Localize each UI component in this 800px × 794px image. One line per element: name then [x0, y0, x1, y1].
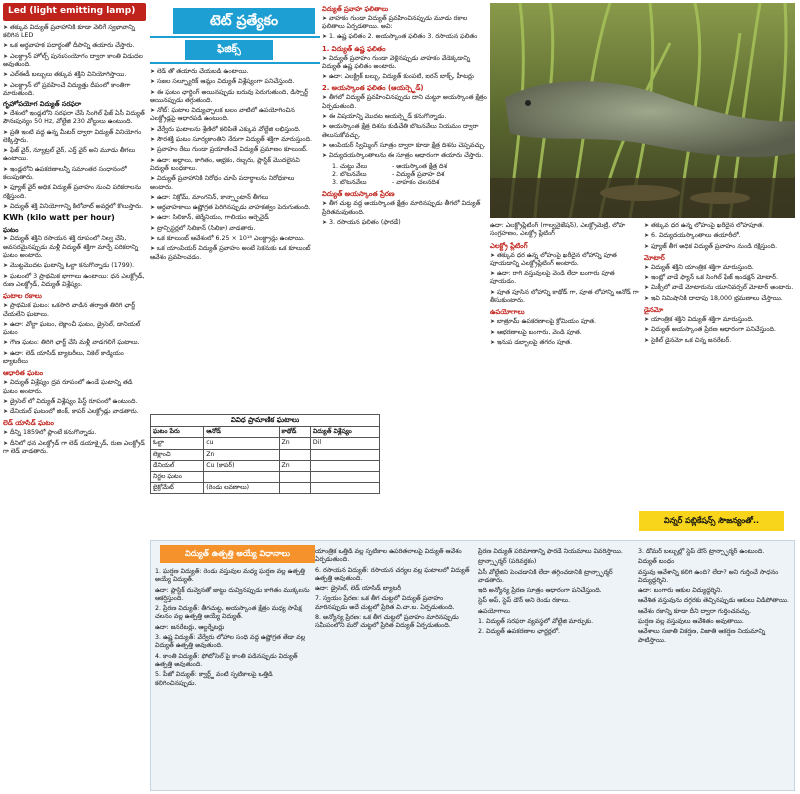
bottom-col-3-items	[478, 548, 633, 637]
wet-cell-heading: ఆధారిత ఘటం	[3, 369, 44, 378]
fish-photo	[490, 3, 795, 218]
uses-heading: ఉపయోగాలు	[490, 308, 525, 317]
list-item: ➤ వేర్వేరు ఘటాలను శ్రేణిలో కలిపితే ఎక్కువ వోల్టేజి లభిస్తుంది.	[150, 126, 318, 134]
list-item: ఆవేశాలు సజాతి వికర్షణ, విజాతి ఆకర్షణ నియమాన్ని పాటిస్తాయి.	[638, 628, 766, 644]
standard-cells-table	[150, 414, 380, 494]
list-item: ➤ తక్కువ ధర ఉన్న లోహంపై ఖరీదైన లోహాన్ని పూత పూయడాన్ని ఎలక్ట్రోప్లేటింగ్ అంటారు.	[490, 252, 640, 269]
table-cell	[310, 449, 379, 460]
table-cell	[279, 471, 310, 482]
electric-eel-image	[490, 3, 795, 218]
dynamo-bullets	[644, 316, 796, 345]
comparison-row	[332, 179, 487, 187]
bottom-col-1	[155, 568, 310, 788]
list-item: ఉదా: బంగారు ఆకుల విద్యుద్దర్శిని.	[638, 587, 723, 595]
list-item: ➤ మిక్సీలో వాడే మోటారును యూనివర్సల్ మోటార్ అంటారు.	[644, 284, 796, 292]
comparison-right: - వాహకం చలనదిశ	[392, 179, 440, 187]
induction-bullets	[322, 200, 487, 227]
list-item: ప్రేరణ విద్యుత్ పరిమాణాన్ని ఫారడే నియమాలు వివరిస్తాయి.	[478, 548, 623, 555]
table-cell	[310, 471, 379, 482]
table-header-cell: ఘటం పేరు	[151, 427, 204, 438]
list-item: ➤ ఇండ్లలోని ఉపకరణాలన్నీ సమాంతర సంధానంలో కలుపుతారు.	[3, 166, 146, 183]
list-item: ➤ ఉదా: రాగి వస్తువులపై వెండి లేదా బంగారు పూత పూయడం.	[490, 270, 640, 287]
list-item: యాంత్రిక ఒత్తిడి వల్ల స్ఫటికాల ఉపరితలాలపై విద్యుత్ ఆవేశం ఏర్పడుతుంది.	[315, 548, 462, 564]
list-item: 2. ప్రేరణ విద్యుత్: తీగచుట్ట, అయస్కాంత క్షేత్రం మధ్య సాపేక్ష చలనం వల్ల ఉత్పత్తి అయ్యే విద్యుత్.	[155, 605, 302, 621]
list-item: ➤ సౌరశక్తి ఘటం సూర్యకాంతిని నేరుగా విద్యుత్ శక్తిగా మారుస్తుంది.	[150, 136, 318, 144]
table-row	[151, 471, 380, 482]
list-item: ➤ తీగలో విద్యుత్ ప్రవహించినప్పుడు దాని చుట్టూ అయస్కాంత క్షేత్రం ఏర్పడుతుంది.	[322, 94, 487, 111]
list-item: ➤ ఉదా: అద్దాలు, కాగితం, అభ్రకం, రబ్బరు, ప్లాస్టిక్ మొదలైనవి విద్యుత్ బంధకాలు.	[150, 157, 318, 174]
list-item: ➤ ఇవి నిమిషానికి దాదాపు 18,000 భ్రమణాలు చేస్తాయి.	[644, 295, 796, 303]
led-header: Led (light emitting lamp)	[3, 3, 146, 21]
list-item: ➤ 1. ఉష్ణ ఫలితం 2. అయస్కాంత ఫలితం 3. రసాయన ఫలితం	[322, 33, 487, 41]
list-item: 7. స్వయం ప్రేరణ: ఒక తీగ చుట్టలో విద్యుత్ ప్రవాహం మారినప్పుడు అదే చుట్టలో ప్రేరిత వి.చా.బ. ఏర్పడుతుంది.	[315, 595, 455, 611]
lead-acid-bullets	[3, 429, 146, 456]
table-cell: (రెండు లవణాలు)	[204, 483, 279, 494]
list-item: ➤ 6. విద్యుదయస్కాంతాలు తయారీలో.	[644, 232, 796, 240]
cell-types-bullets	[3, 302, 146, 366]
list-item: ఇది అన్యోన్య ప్రేరణ సూత్రం ఆధారంగా పనిచేస్తుంది.	[478, 587, 602, 595]
right-bullets	[644, 222, 796, 251]
list-item: ➤ దీనిలో ధన ఎలక్ట్రోడ్ గా లెడ్ డయాక్సైడ్, రుణ ఎలక్ట్రోడ్ గా లెడ్ వాడతారు.	[3, 440, 146, 457]
dynamo-heading: డైనమో	[644, 306, 664, 315]
bottom-col-2-items	[315, 548, 473, 631]
list-item: ➤ ఫ్యూజ్ తీగ అధిక విద్యుత్ ప్రవాహం నుండి రక్షిస్తుంది.	[644, 243, 796, 251]
list-item: 8. అన్యోన్య ప్రేరణ: ఒక తీగ చుట్టలో ప్రవాహం మారినప్పుడు సమీపంలోని మరో చుట్టలో ప్రేరిత విద్యుత్ ఏర్పడుతుంది.	[315, 614, 459, 630]
page-subtitle: ఫిజిక్స్	[185, 40, 273, 60]
list-item: ➤ దేశంలో ఇండ్లలోని సరఫరా చేసే సింగిల్ ఫేజ్ ఏసీ విద్యుత్ పౌనఃపున్యం 50 Hz, వోల్టేజి 230 వోల్టులు ఉంటుంది.	[3, 110, 146, 127]
heating-effect-heading: 1. విద్యుత్ ఉష్ణ ఫలితం	[322, 44, 386, 53]
uses-bullets	[490, 318, 640, 347]
comparison-left: 1. చుట్టు వేలు	[332, 162, 368, 170]
list-item: ➤ బాత్రూమ్ ఉపకరణాలపై క్రోమియం పూత.	[490, 318, 640, 326]
list-item: ➤ 3. రసాయన ఫలితం (ఫారడే)	[322, 219, 487, 227]
column-2-bullets	[150, 68, 318, 262]
list-item: ➤ దీన్ని 1859లో ప్లాంటే కనుగొన్నాడు.	[3, 429, 146, 437]
list-item: ట్రాన్స్ఫార్మర్ (పరివర్తకం)	[478, 558, 537, 566]
table-body	[151, 438, 380, 494]
table-row	[151, 438, 380, 449]
list-item: ➤ ఇంట్లో వాడే ఫ్యాన్ ఒక సింగిల్ ఫేజ్ ఇండక్షన్ మోటార్.	[644, 274, 796, 282]
table-title: వివిధ ప్రామాణిక ఘటాలు	[150, 414, 380, 426]
list-item: ఘర్షణ వల్ల వస్తువులు ఆవేశితం అవుతాయి.	[638, 618, 744, 626]
list-item: ➤ ఒక యాంపియర్ విద్యుత్ ప్రవాహం అంటే సెకనుకు ఒక కూలుంబ్ ఆవేశం ప్రవహించడం.	[150, 245, 318, 262]
list-item: ➤ ప్రతి ఇంటి వద్ద ఉన్న మీటర్ ద్వారా విద్యుత్ వినియోగం లెక్కిస్తారు.	[3, 129, 146, 146]
list-item: 4. కాంతి విద్యుత్: ఫోటోసెల్ పై కాంతి పడినప్పుడు విద్యుత్ ఉత్పత్తి అవుతుంది.	[155, 652, 298, 668]
list-item: ➤ ఎల్ఈడీ బల్బులు తక్కువ శక్తిని వినియోగిస్తాయి.	[3, 71, 146, 79]
lead-acid-heading: లెడ్ యాసిడ్ ఘటం	[3, 419, 54, 428]
table-cell: డేనియల్	[151, 460, 204, 471]
table-cell: Zn	[279, 438, 310, 449]
current-effects-bullets	[322, 15, 487, 42]
table-cell	[310, 483, 379, 494]
publisher-badge: విన్నర్ పబ్లికేషన్స్ సౌజన్యంతో..	[639, 511, 784, 531]
generation-methods-label: విద్యుత్ ఉత్పత్తి అయ్యే విధానాలు	[160, 545, 315, 563]
list-item: ➤ డేనియల్ ఘటంలో జింక్, కాపర్ ఎలక్ట్రోడ్లు వాడతారు.	[3, 408, 146, 416]
list-item: ➤ ఉదా: సిలికాన్, జెర్మేనియం, గాలియం ఆర్సెనైడ్	[150, 214, 318, 222]
hand-rule-comparison	[332, 163, 487, 188]
list-item: ఏసీ వోల్టేజిని పెంచడానికి లేదా తగ్గించడానికి ట్రాన్స్ఫార్మర్ వాడతారు.	[478, 568, 613, 584]
list-item: ఉదా: జనరేటర్లు, ఆల్టర్నేటర్లు	[155, 623, 225, 631]
list-item: ➤ నోట్: ఘటాల విద్యుచ్ఛాలక బలం వాటిలో ఉపయోగించిన ఎలక్ట్రోడ్లపై ఆధారపడి ఉంటుంది.	[150, 107, 318, 124]
list-item: విద్యుత్ బంధం	[638, 558, 675, 566]
list-item: ➤ గౌణ ఘటం: తిరిగి ఛార్జ్ చేసి మళ్లీ వాడగలిగే ఘటాలు.	[3, 339, 146, 347]
table-cell: లెక్లాంచి	[151, 449, 204, 460]
list-item: 1. విద్యుత్ సరఫరా వ్యవస్థలో వోల్టేజి మార్పుకు.	[478, 618, 594, 626]
table-header-row	[151, 427, 380, 438]
list-item: ➤ యాంత్రిక శక్తిని విద్యుత్ శక్తిగా మారుస్తుంది.	[644, 316, 796, 324]
bottom-col-1-items	[155, 568, 310, 688]
table-cell: ఓల్టా	[151, 438, 204, 449]
induction-heading: విద్యుత్ అయస్కాంత ప్రేరణ	[322, 190, 395, 199]
list-item: ➤ సైకిల్ డైనమో ఒక చిన్న జనరేటర్.	[644, 337, 796, 345]
table-cell	[310, 460, 379, 471]
column-4-left	[490, 222, 640, 507]
list-item: 2. విద్యుత్ ఉపకరణాల ఛార్జర్లలో.	[478, 628, 561, 636]
table-cell: cu	[204, 438, 279, 449]
cell-types-heading: ఘటాల రకాలు	[3, 292, 42, 301]
list-item: ➤ విద్యుదయస్కాంతాలను ఈ సూత్రం ఆధారంగా తయారు చేస్తారు.	[322, 152, 487, 160]
table-row	[151, 449, 380, 460]
list-item: ➤ ఒక అర్ధవాహక పదార్థంతో దీపాన్ని తయారు చేస్తారు.	[3, 42, 146, 50]
list-item: ➤ విద్యుత్ ప్రవాహానికి నిరోధం చూపే పదార్థాలను నిరోధకాలు అంటారు.	[150, 175, 318, 192]
cell-heading: ఘటం	[3, 225, 19, 234]
motor-bullets	[644, 264, 796, 303]
list-item: వస్తువు ఆవేశాన్ని కలిగి ఉంది? లేదా? అని గుర్తించే సాధనం విద్యుద్దర్శిని.	[638, 568, 779, 584]
list-item: ➤ పూత పూసిన లోహాన్ని కాథోడ్ గా, పూత లోహాన్ని ఆనోడ్ గా తీసుకుంటారు.	[490, 289, 640, 306]
list-item: ➤ ఇనుప డబ్బాలపై తగరం పూత.	[490, 339, 640, 347]
bottom-col-3	[478, 548, 633, 788]
list-item: ➤ మొట్టమొదట ఘటాన్ని ఓల్టా కనుగొన్నాడు (1799).	[3, 262, 146, 270]
list-item: ఉదా: డ్రైసెల్, లెడ్ యాసిడ్ బ్యాటరీ	[315, 585, 401, 593]
household-bullets	[3, 110, 146, 211]
list-item: 3. డోమర్ బల్బుల్లో స్టెప్ డౌన్ ట్రాన్స్ఫార్మర్ ఉంటుంది.	[638, 548, 765, 555]
table-cell	[279, 449, 310, 460]
list-item: ➤ డ్రైసెల్ లో విద్యుత్ విశ్లేష్యం పేస్ట్ రూపంలో ఉంటుంది.	[3, 398, 146, 406]
list-item: ➤ ప్రవాహం రేటు గుండా ప్రయాణించే విద్యుత్ ప్రమాణం కూలుంబ్.	[150, 146, 318, 154]
list-item: ➤ లెడ్ తో తయారు చేయబడి ఉంటాయి.	[150, 68, 318, 76]
comparison-left: 2. బొటనవేలు	[332, 170, 367, 178]
list-item: ➤ ఆభరణాలపై బంగారు, వెండి పూత.	[490, 329, 640, 337]
table-cell: బైక్రోమేట్	[151, 483, 204, 494]
list-item: ఆవేశిత వస్తువును దగ్గరకు తెచ్చినప్పుడు ఆకులు విడిపోతాయి.	[638, 597, 789, 605]
column-4-right	[644, 222, 796, 507]
table-cell: Dil	[310, 438, 379, 449]
electroplating-bullets	[490, 252, 640, 306]
list-item: ➤ సజల సల్ఫ్యూరిక్ ఆమ్లం విద్యుత్ విశ్లేష్యంగా పనిచేస్తుంది.	[150, 78, 318, 86]
table-cell: Zn	[204, 449, 279, 460]
cells-table	[150, 426, 380, 494]
list-item: ➤ విద్యుత్ అయస్కాంత ప్రేరణ ఆధారంగా పనిచేస్తుంది.	[644, 326, 796, 334]
list-item: 1. ఘర్షణ విద్యుత్: రెండు వస్తువుల మధ్య ఘర్షణ వల్ల ఉత్పత్తి అయ్యే విద్యుత్.	[155, 568, 305, 584]
list-item: ➤ అయస్కాంత క్షేత్ర దిశను కుడిచేతి బొటనవేలు నియమం ద్వారా తెలుసుకోవచ్చు.	[322, 123, 487, 140]
list-item: ➤ ఫ్యూజ్ వైర్ అధిక విద్యుత్ ప్రవాహం నుంచి పరికరాలను రక్షిస్తుంది.	[3, 184, 146, 201]
list-item: ➤ విద్యుత్ శక్తి వినియోగాన్ని కిలోవాట్ అవర్లలో కొలుస్తారు.	[3, 203, 146, 211]
list-item: 3. ఉష్ణ విద్యుత్: వేర్వేరు లోహాల సంధి వద్ద ఉష్ణోగ్రత తేడా వల్ల విద్యుత్ ఉత్పత్తి అవుతుంది.	[155, 634, 306, 650]
current-effects-heading: విద్యుత్ ప్రవాహ ఫలితాలు	[322, 5, 389, 13]
comparison-left: 3. బొటనవేలు	[332, 179, 367, 187]
list-item: ➤ ఉదా: ఎలక్ట్రిక్ బల్బు, విద్యుత్ కుంపటి, ఐరన్ బాక్స్, హీటర్లు	[322, 73, 487, 81]
table-cell	[279, 483, 310, 494]
list-item: ➤ ఉదా: వోల్టా ఘటం, లెక్లాంచీ ఘటం, డ్రైసెల్, డానియల్ ఘటం	[3, 321, 146, 338]
table-cell: నిర్జల ఘటం	[151, 471, 204, 482]
table-header-cell: విద్యుత్ విశ్లేష్యం	[310, 427, 379, 438]
list-item: 5. పీజో విద్యుత్: క్వార్ట్జ్ వంటి స్ఫటికాలపై ఒత్తిడి కలిగించినప్పుడు.	[155, 671, 273, 687]
column-1	[3, 3, 146, 791]
list-item: ➤ తీగ చుట్ట వద్ద అయస్కాంత క్షేత్రం మారినప్పుడు తీగలో విద్యుత్ ప్రేరితమవుతుంది.	[322, 200, 487, 217]
led-bullets	[3, 24, 146, 98]
motor-heading: మోటార్	[644, 253, 665, 262]
comparison-row	[332, 171, 487, 179]
table-cell	[204, 471, 279, 482]
list-item: ➤ ఉదా: నిక్రోమ్, మాంగనిన్, కాన్స్టాంటాన్ తీగలు	[150, 194, 318, 202]
list-item: ➤ అర్ధవాహకాలు ఉష్ణోగ్రత పెరిగినప్పుడు వాహకత్వం పెరుగుతుంది.	[150, 204, 318, 212]
cell-bullets	[3, 235, 146, 289]
magnetic-effect-bullets	[322, 94, 487, 160]
comparison-right: - విద్యుత్ ప్రవాహ దిశ	[392, 170, 445, 178]
table-cell: Zn	[279, 460, 310, 471]
list-item: ➤ ఆంపియర్ స్విమ్మింగ్ సూత్రం ద్వారా కూడా క్షేత్ర దిశను చెప్పవచ్చు.	[322, 142, 487, 150]
list-item: ఆవేశం రకాన్ని కూడా దీని ద్వారా గుర్తించవచ్చు.	[638, 607, 752, 615]
bottom-col-4	[638, 548, 792, 788]
bottom-col-2	[315, 548, 473, 788]
list-item: ➤ ఒక కూలుంబ్ ఆవేశంలో 6.25 × 10¹⁸ ఎలక్ట్రాన్లు ఉంటాయి.	[150, 235, 318, 243]
electroplating-heading: ఎలక్ట్రో ప్లేటింగ్	[490, 241, 528, 250]
table-header-cell: కాథోడ్	[279, 427, 310, 438]
table-row	[151, 483, 380, 494]
photo-caption: ఉదా: ఎలక్ట్రోప్లేటింగ్ (గాల్వనైజేషన్), ఎలక్ట్రోమెట్రీ, లోహ సంగ్రహణం, ఎలక్ట్రో ప్లేటింగ్	[490, 222, 626, 238]
list-item: ➤ ఎలక్ట్రాన్ హోల్స్ పునఃసంయోగం ద్వారా కాంతి విడుదల అవుతుంది.	[3, 53, 146, 70]
household-supply-heading: గృహోపయోగ విద్యుత్ సరఫరా	[3, 100, 82, 109]
page-title: టెట్ ప్రత్యేకం	[173, 8, 315, 34]
list-item: ఉపయోగాలు	[478, 607, 511, 615]
list-item: ➤ విద్యుత్ శక్తిని యాంత్రిక శక్తిగా మారుస్తుంది.	[644, 264, 796, 272]
list-item: ➤ ఈ ఘటం ఛార్జింగ్ అయినప్పుడు బరువు పెరుగుతుంది, డిస్చార్జ్ అయినప్పుడు తగ్గుతుంది.	[150, 89, 318, 106]
list-item: స్టెప్ అప్, స్టెప్ డౌన్ అని రెండు రకాలు.	[478, 597, 571, 605]
bottom-col-4-items	[638, 548, 792, 645]
column-2	[150, 68, 318, 410]
list-item: ➤ ట్రాన్సిస్టర్లలో సిలికాన్ (సిలికా) వాడతారు.	[150, 225, 318, 233]
table-cell: Cu (కాపర్)	[204, 460, 279, 471]
table-row	[151, 460, 380, 471]
title-rule-bottom	[150, 62, 320, 64]
list-item: ➤ ఎలక్ట్రాన్ లో ప్రవహించే విద్యుత్తు దీపంలో కాంతిగా మారుతుంది.	[3, 82, 146, 99]
list-item: ఉదా: ప్లాస్టిక్ దువ్వెనతో జుట్టు దువ్వినప్పుడు కాగితం ముక్కలను ఆకర్షిస్తుంది.	[155, 586, 310, 602]
title-rule-top	[150, 36, 320, 38]
comparison-right: - అయస్కాంత క్షేత్ర దిశ	[392, 162, 447, 170]
list-item: ➤ ఈ విషయాన్ని మొదట ఆయర్స్టెడ్ కనుగొన్నాడు.	[322, 113, 487, 121]
list-item: ➤ వాహకం గుండా విద్యుత్ ప్రవహించినప్పుడు మూడు రకాల ఫలితాలు ఏర్పడతాయి. అవి:	[322, 15, 487, 32]
list-item: ➤ తక్కువ విద్యుత్ ప్రవాహానికి కూడా వెలిగే స్వభావాన్ని కలిగిన LED	[3, 24, 146, 41]
table-header-cell: ఆనోడ్	[204, 427, 279, 438]
list-item: ➤ విద్యుత్ శక్తిని రసాయన శక్తి రూపంలో నిల్వ చేసి, అవసరమైనప్పుడు మళ్లీ విద్యుత్ శక్తిగా మార్చే పరికరాన్ని ఘటం అంటారు.	[3, 235, 146, 260]
list-item: ➤ విద్యుత్ విశ్లేష్యం ద్రవ రూపంలో ఉండే ఘటాన్ని తడి ఘటం అంటారు.	[3, 379, 146, 396]
list-item: ➤ ఉదా: లెడ్ యాసిడ్ బ్యాటరీలు, నికెల్ కాడ్మియం బ్యాటరీలు	[3, 350, 146, 367]
heating-effect-bullets	[322, 55, 487, 82]
list-item: ➤ ఘటంలో 3 ప్రాథమిక భాగాలు ఉంటాయి: ధన ఎలక్ట్రోడ్, రుణ ఎలక్ట్రోడ్, విద్యుత్ విశ్లేష్యం.	[3, 273, 146, 290]
comparison-row	[332, 163, 487, 171]
wet-cell-bullets	[3, 379, 146, 416]
list-item: ➤ తక్కువ ధర ఉన్న లోహంపై ఖరీదైన లోహపూత.	[644, 222, 796, 230]
list-item: ➤ ఫేజ్ వైర్, న్యూట్రల్ వైర్, ఎర్త్ వైర్ అని మూడు తీగలు ఉంటాయి.	[3, 147, 146, 164]
list-item: ➤ విద్యుత్ ప్రవాహం గుండా వెళ్లినప్పుడు వాహకం వేడెక్కడాన్ని విద్యుత్ ఉష్ణ ఫలితం అంటారు.	[322, 55, 487, 72]
list-item: ➤ ప్రాథమిక ఘటం: ఒకసారి వాడిన తర్వాత తిరిగి ఛార్జ్ చేయలేని ఘటాలు.	[3, 302, 146, 319]
list-item: 6. రసాయన విద్యుత్: రసాయన చర్యల వల్ల ఘటాలలో విద్యుత్ ఉత్పత్తి అవుతుంది.	[315, 566, 470, 582]
magnetic-effect-heading: 2. అయస్కాంత ఫలితం (ఆయర్స్టెడ్)	[322, 84, 424, 93]
kwh-formula: KWh (kilo watt per hour)	[3, 213, 115, 223]
